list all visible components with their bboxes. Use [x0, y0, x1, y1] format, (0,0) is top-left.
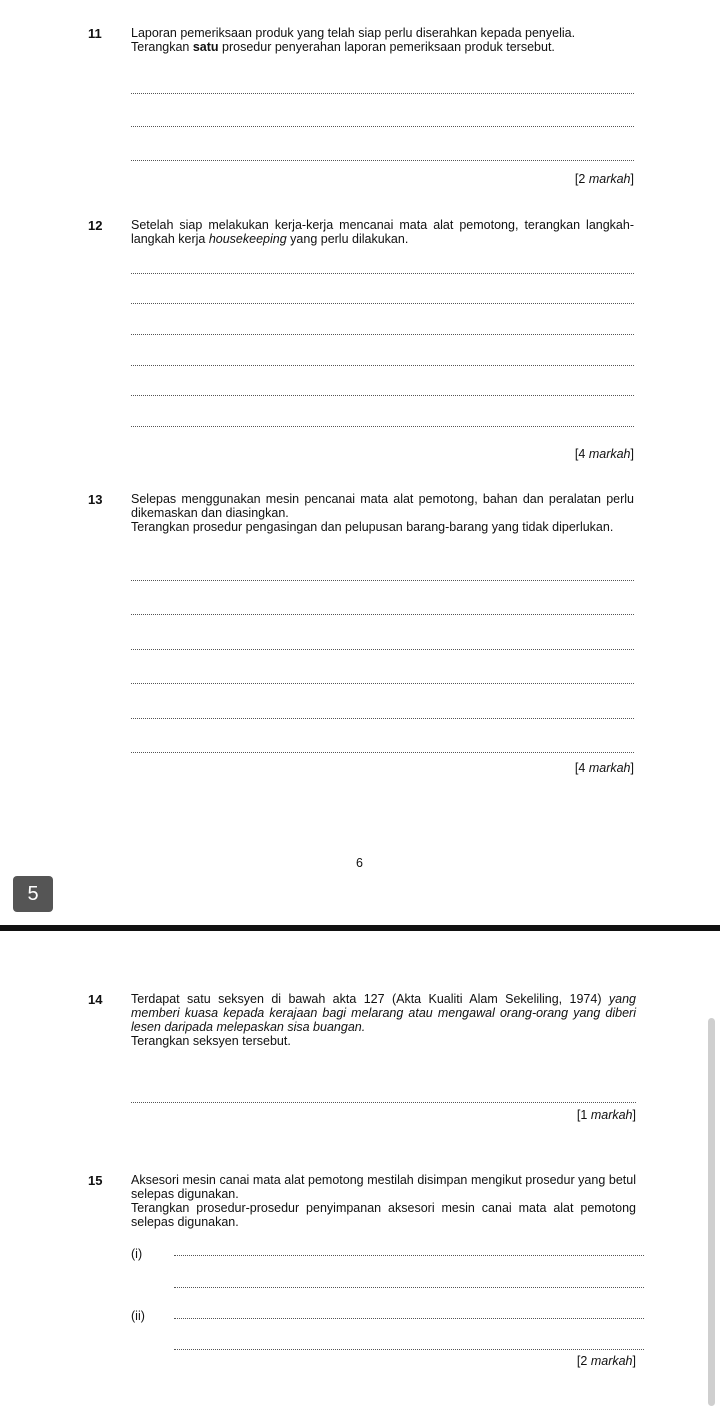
emphasis: satu	[192, 40, 219, 54]
question-text: Aksesori mesin canai mata alat pemotong mestilah disimpan mengikut prosedur yang betul selepas digunakan. Terangkan prosedur-prosedur penyimpanan aksesori mesin canai mata alat pemotong selepas digunakan.	[131, 1173, 636, 1229]
question-14	[88, 992, 636, 1122]
marks-label: [1 markah]	[576, 1108, 636, 1122]
question-text: Laporan pemeriksaan produk yang telah siap perlu diserahkan kepada penyelia. Terangkan satu prosedur penyerahan laporan pemeriksaan produk tersebut.	[131, 26, 576, 54]
question-number: 12	[88, 218, 103, 233]
question-number: 13	[88, 492, 103, 507]
answer-line[interactable]	[131, 160, 634, 161]
answer-line[interactable]	[131, 395, 634, 396]
sub-question-label: (i)	[131, 1247, 143, 1261]
marks-label: [2 markah]	[574, 172, 634, 186]
question-13	[88, 492, 634, 775]
answer-line[interactable]	[131, 683, 634, 684]
answer-line[interactable]	[174, 1349, 644, 1350]
marks-label: [4 markah]	[574, 447, 634, 461]
answer-line[interactable]	[131, 649, 634, 650]
marks-label: [2 markah]	[576, 1354, 636, 1368]
answer-line[interactable]	[131, 365, 634, 366]
question-text: Selepas menggunakan mesin pencanai mata alat pemotong, bahan dan peralatan perlu dikemaskan dan diasingkan. Terangkan prosedur pengasingan dan pelupusan barang-barang yang tidak diperlukan.	[131, 492, 634, 534]
question-number: 11	[88, 26, 102, 41]
answer-line[interactable]	[131, 580, 634, 581]
question-number: 14	[88, 992, 103, 1007]
answer-line[interactable]	[131, 303, 634, 304]
question-number: 15	[88, 1173, 103, 1188]
question-text: Setelah siap melakukan kerja-kerja mencanai mata alat pemotong, terangkan langkah-langkah kerja housekeeping yang perlu dilakukan.	[131, 218, 634, 246]
answer-line[interactable]	[131, 718, 634, 719]
answer-line[interactable]	[174, 1255, 644, 1256]
answer-line[interactable]	[131, 93, 634, 94]
answer-line[interactable]	[174, 1287, 644, 1288]
sub-question-label: (ii)	[131, 1309, 145, 1323]
question-11	[88, 26, 634, 186]
marks-label: [4 markah]	[574, 761, 634, 775]
page-divider	[0, 925, 720, 931]
question-15	[88, 1173, 636, 1368]
answer-line[interactable]	[131, 426, 634, 427]
answer-line[interactable]	[131, 1102, 636, 1103]
answer-line[interactable]	[131, 614, 634, 615]
answer-line[interactable]	[131, 334, 634, 335]
page-number: 6	[356, 856, 363, 870]
scrollbar[interactable]	[708, 1018, 715, 1406]
answer-line[interactable]	[131, 126, 634, 127]
answer-line[interactable]	[174, 1318, 644, 1319]
question-text: Terdapat satu seksyen di bawah akta 127 (Akta Kualiti Alam Sekeliling, 1974) yang memberi kuasa kepada kerajaan bagi melarang atau mengawal orang-orang yang diberi lesen daripada melepaskan sisa buangan. Terangkan seksyen tersebut.	[131, 992, 636, 1048]
answer-line[interactable]	[131, 752, 634, 753]
question-12	[88, 218, 634, 461]
page-tab-badge[interactable]: 5	[13, 876, 53, 912]
answer-line[interactable]	[131, 273, 634, 274]
